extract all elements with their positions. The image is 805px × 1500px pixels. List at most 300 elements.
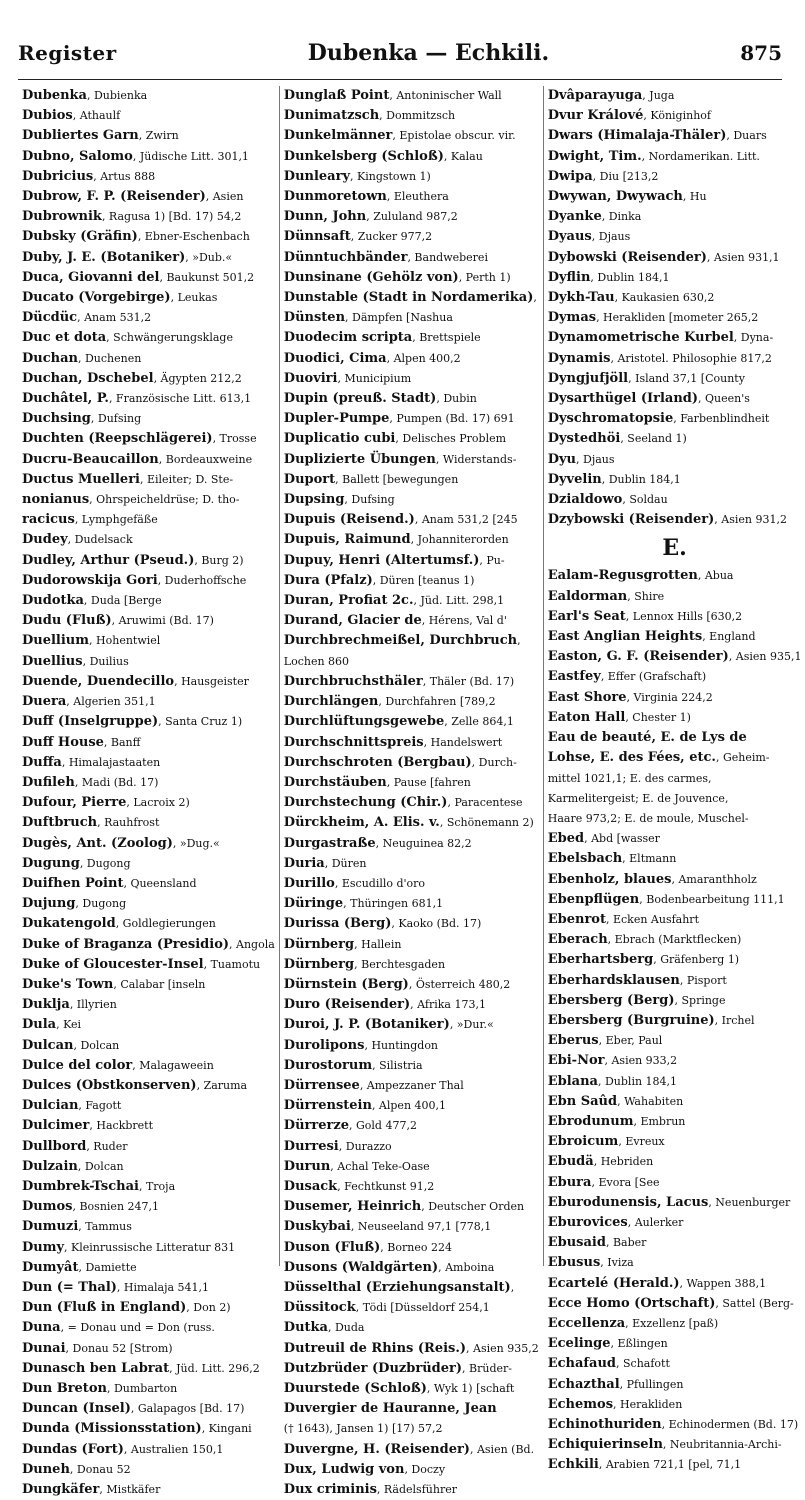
entry-headword: Dynamis [547, 350, 611, 366]
index-entry [548, 450, 802, 470]
entry-reference: , Lacroix 2) [126, 796, 190, 810]
entry-headword: Dürnberg [283, 956, 355, 972]
index-entry [548, 789, 802, 809]
index-entry [284, 1116, 539, 1136]
index-entry [284, 1217, 539, 1237]
index-entry [548, 1395, 802, 1415]
index-entry [22, 1419, 275, 1439]
index-entry [284, 1177, 539, 1197]
entry-reference: Lochen 860 [283, 654, 350, 668]
entry-headword: Dudey [22, 532, 68, 548]
index-entry [22, 106, 275, 126]
entry-reference: , Eßlingen [610, 1337, 668, 1351]
entry-headword: Dzybowski (Reisender) [547, 512, 715, 528]
index-entry [22, 692, 275, 712]
index-entry [284, 1419, 539, 1439]
index-entry [22, 793, 275, 813]
entry-headword: Duende, Duendecillo [22, 673, 175, 689]
entry-headword: Dyanke [547, 209, 602, 225]
entry-headword: Eau de beauté, E. de Lys de [547, 730, 747, 746]
entry-headword: Dundas (Fort) [22, 1441, 124, 1457]
index-entry [22, 611, 275, 631]
index-entry [22, 349, 275, 369]
entry-headword: Dulcan [22, 1037, 74, 1053]
entry-reference: , Delisches Problem [395, 432, 507, 446]
entry-headword: Dvâparayuga [547, 88, 643, 103]
entry-headword: Durchstäuben [283, 774, 387, 790]
entry-headword: Durchschnittspreis [283, 734, 424, 750]
index-entry [284, 328, 539, 348]
entry-headword: Duodecim scripta [283, 330, 413, 346]
entry-headword: Dubrow, F. P. (Reisender) [22, 189, 206, 205]
entry-headword: Ebroicum [547, 1134, 619, 1150]
entry-reference: , Neuenburger [708, 1195, 791, 1209]
entry-headword: Duodici, Cima [283, 350, 387, 366]
entry-headword: Durolipons [283, 1037, 365, 1053]
entry-reference: , Arabien 721,1 [pel, 71,1 [598, 1458, 742, 1472]
index-entry [548, 349, 802, 369]
index-entry [22, 1238, 275, 1258]
entry-reference: , Geheim- [715, 751, 770, 765]
entry-reference: , [510, 1280, 515, 1294]
index-entry [284, 955, 539, 975]
entry-headword: Durun [283, 1158, 331, 1174]
entry-headword: Duke of Braganza (Presidio) [22, 936, 230, 952]
entry-reference: , Hausgeister [174, 674, 249, 688]
entry-reference: , Paracentese [447, 796, 523, 810]
entry-reference: , Dugong [79, 856, 131, 870]
entry-headword: Duke of Gloucester-Insel [22, 956, 204, 972]
entry-headword: Duke's Town [22, 976, 114, 992]
index-entry [548, 389, 802, 409]
entry-reference: , Durch- [471, 755, 517, 769]
entry-headword: Duftbruch [22, 815, 98, 831]
entry-reference: , Springe [674, 993, 726, 1007]
entry-reference: , Zucker 977,2 [350, 230, 433, 244]
index-columns [18, 86, 802, 1498]
index-entry [22, 712, 275, 732]
entry-headword: Dyvelin [547, 471, 602, 487]
entry-reference: , Fechtkunst 91,2 [337, 1179, 435, 1193]
index-entry [548, 1274, 802, 1294]
index-entry [548, 1375, 802, 1395]
entry-reference: , Perth 1) [458, 270, 511, 284]
index-entry [284, 995, 539, 1015]
entry-reference: , Düren [teanus 1) [372, 573, 475, 587]
index-entry [548, 991, 802, 1011]
entry-reference: , Durazzo [338, 1139, 392, 1153]
index-entry [284, 1339, 539, 1359]
entry-headword: Duran, Profiat 2c. [283, 593, 414, 609]
entry-reference: , Bosnien 247,1 [72, 1200, 160, 1214]
index-entry [548, 769, 802, 789]
index-entry [548, 288, 802, 308]
entry-headword: Ealdorman [547, 588, 628, 604]
entry-reference: , Queensland [123, 876, 197, 890]
entry-reference: , Himalajastaaten [61, 755, 161, 769]
entry-reference: , Baber [605, 1236, 647, 1250]
entry-reference: , Sattel (Berg- [715, 1296, 794, 1310]
entry-reference: , Dubin [436, 392, 477, 406]
entry-headword: Dufileh [22, 774, 75, 790]
entry-reference: , Kalau [443, 149, 483, 163]
entry-headword: Ebura [547, 1174, 592, 1190]
index-entry [284, 530, 539, 550]
entry-headword: Duklja [22, 997, 70, 1013]
entry-reference: , Asien [205, 190, 244, 204]
entry-headword: Dyaus [547, 229, 592, 245]
entry-headword: Ebusaid [547, 1235, 606, 1251]
entry-reference: , Bordeauxweine [158, 452, 253, 466]
entry-reference: , Handelswert [423, 735, 503, 749]
index-entry [284, 248, 539, 268]
index-entry [548, 1253, 802, 1273]
entry-headword: Ebenpflügen [547, 891, 640, 907]
index-entry [22, 1036, 275, 1056]
entry-headword: Dücdüc [22, 310, 78, 326]
entry-reference: , Donau 52 [Strom) [65, 1341, 173, 1355]
entry-headword: Durillo [283, 875, 335, 891]
entry-reference: , Evora [See [591, 1175, 660, 1189]
entry-headword: Dubricius [22, 168, 94, 184]
entry-reference: , Algerien 351,1 [66, 695, 156, 709]
entry-reference: , Pfullingen [619, 1377, 684, 1391]
index-entry [284, 1137, 539, 1157]
index-entry [22, 1217, 275, 1237]
index-entry [22, 1339, 275, 1359]
entry-reference: , Johanniterorden [410, 533, 509, 547]
entry-reference: , Ragusa 1) [Bd. 17) 54,2 [101, 210, 242, 224]
entry-headword: Duplicatio cubi [283, 431, 396, 447]
entry-headword: Dürrerze [283, 1118, 349, 1134]
entry-reference: , Ecken Ausfahrt [605, 912, 699, 926]
entry-reference: , Rädelsführer [376, 1483, 457, 1497]
entry-headword: Dubenka [22, 88, 87, 103]
index-entry [284, 126, 539, 146]
index-column-3 [543, 86, 805, 1473]
index-entry [548, 1051, 802, 1071]
entry-reference: , Antoninischer Wall [389, 89, 502, 102]
entry-headword: Dyu [547, 451, 577, 467]
entry-reference: , Durchfahren [789,2 [378, 695, 496, 709]
index-entry [284, 1278, 539, 1298]
index-entry [284, 1197, 539, 1217]
index-entry [284, 429, 539, 449]
entry-headword: Eberach [547, 932, 608, 948]
index-entry [22, 1076, 275, 1096]
index-entry [284, 349, 539, 369]
entry-reference: , Anam 531,2 [77, 311, 152, 325]
entry-headword: Dux, Ludwig von [283, 1461, 405, 1477]
entry-reference: , Eileiter; D. Ste- [140, 472, 234, 486]
index-entry [548, 910, 802, 930]
index-entry [22, 1177, 275, 1197]
entry-headword: Dutka [283, 1320, 328, 1336]
entry-headword: Dunasch ben Labrat [22, 1360, 170, 1376]
entry-headword: Eberhardsklausen [547, 972, 680, 988]
entry-reference: , Eltmann [622, 852, 677, 866]
entry-headword: Düringe [283, 896, 344, 912]
entry-headword: Dymas [547, 310, 597, 326]
entry-reference: , Zwirn [138, 129, 179, 143]
index-entry [22, 248, 275, 268]
page-number: 875 [740, 41, 782, 65]
entry-reference: , Asien 931,1 [706, 250, 780, 264]
index-entry [284, 914, 539, 934]
entry-headword: Dykh-Tau [547, 290, 615, 306]
entry-headword: Durchlüftungsgewebe [283, 714, 445, 730]
index-entry [22, 1197, 275, 1217]
entry-headword: Ecce Homo (Ortschaft) [547, 1295, 716, 1311]
entry-reference: , Galapagos [Bd. 17) [130, 1402, 245, 1416]
index-entry [22, 369, 275, 389]
entry-headword: Duvergne, H. (Reisender) [283, 1441, 470, 1457]
entry-reference: , Iviza [600, 1256, 634, 1270]
entry-headword: Ebed [547, 831, 585, 847]
entry-headword: Eaton Hall [547, 709, 626, 725]
entry-headword: Duro (Reisender) [283, 997, 411, 1013]
entry-headword: Duson (Fluß) [283, 1239, 381, 1255]
index-entry [22, 328, 275, 348]
entry-reference: , Schwängerungsklage [106, 331, 233, 345]
entry-headword: Dunimatzsch [283, 108, 380, 124]
index-entry [548, 1213, 802, 1233]
entry-reference: , Hohentwiel [89, 634, 161, 648]
index-entry [284, 975, 539, 995]
entry-headword: Dupuis (Reisend.) [283, 512, 415, 528]
index-entry [284, 409, 539, 429]
entry-reference: , Österreich 480,2 [408, 977, 511, 991]
entry-headword: Dutzbrüder (Duzbrüder) [283, 1360, 463, 1376]
index-entry [22, 995, 275, 1015]
entry-reference: , Neubritannia-Archi- [662, 1438, 782, 1452]
index-entry [548, 1112, 802, 1132]
entry-reference: , Zululand 987,2 [366, 210, 458, 224]
entry-reference: , »Dub.« [185, 250, 233, 264]
entry-reference: , Soldau [622, 493, 668, 507]
entry-reference: , Himalaja 541,1 [116, 1280, 210, 1294]
entry-reference: , Doczy [404, 1462, 446, 1476]
entry-reference: , Gold 477,2 [349, 1119, 417, 1133]
entry-headword: Dun (Fluß in England) [22, 1300, 187, 1316]
index-entry [22, 551, 275, 571]
index-entry [284, 611, 539, 631]
index-entry [22, 429, 275, 449]
entry-reference: , Widerstands- [435, 452, 517, 466]
index-entry [22, 450, 275, 470]
entry-reference: , Anam 531,2 [245 [414, 513, 518, 527]
index-entry [548, 1233, 802, 1253]
index-entry [284, 854, 539, 874]
entry-reference: , Dämpfen [Nashua [345, 311, 453, 325]
entry-headword: Duchsing [22, 411, 91, 427]
entry-headword: Dubrownik [22, 209, 102, 225]
entry-reference: , Calabar [inseln [113, 977, 206, 991]
index-entry [284, 571, 539, 591]
index-entry [22, 1480, 275, 1500]
entry-reference: , Epistolae obscur. vir. [392, 129, 516, 143]
entry-headword: Dumos [22, 1199, 73, 1215]
entry-reference: , Eleuthera [386, 190, 449, 204]
index-entry [284, 308, 539, 328]
entry-reference: , Brüder- [462, 1361, 512, 1375]
entry-reference: , Schönemann 2) [439, 816, 534, 830]
index-entry [548, 1072, 802, 1092]
entry-headword: Duchan, Dschebel [22, 370, 154, 386]
index-entry [284, 147, 539, 167]
index-entry [548, 1031, 802, 1051]
entry-headword: Dunstable (Stadt in Nordamerika) [283, 290, 534, 306]
entry-headword: Duifhen Point [22, 875, 124, 891]
entry-reference: , Aruwimi (Bd. 17) [111, 614, 214, 628]
entry-headword: Dusons (Waldgärten) [283, 1259, 439, 1275]
running-head-range: Dubenka — Echkili. [307, 40, 550, 66]
index-entry [284, 1460, 539, 1480]
entry-reference: , Tuamotu [203, 957, 261, 971]
index-entry [548, 369, 802, 389]
index-entry [284, 207, 539, 227]
index-entry [22, 1056, 275, 1076]
index-entry [284, 793, 539, 813]
entry-reference: , Dublin 184,1 [601, 472, 681, 486]
entry-reference: , Aristotel. Philosophie 817,2 [610, 351, 772, 365]
entry-reference: , Ampezzaner Thal [359, 1078, 464, 1092]
entry-headword: Dulces (Obstkonserven) [22, 1077, 197, 1093]
entry-reference: , Eber, Paul [598, 1034, 663, 1048]
index-entry [22, 490, 275, 510]
entry-reference: , [533, 291, 537, 305]
entry-headword: Durand, Glacier de [283, 613, 422, 629]
entry-headword: Dusemer, Heinrich [283, 1199, 422, 1215]
entry-headword: Dunkelmänner [283, 128, 393, 144]
entry-reference: , Aulerker [627, 1215, 684, 1229]
entry-reference: , Madi (Bd. 17) [74, 775, 159, 789]
entry-reference: , Neuguinea 82,2 [375, 836, 472, 850]
index-entry [22, 1379, 275, 1399]
entry-headword: Eberhartsberg [547, 952, 654, 968]
entry-reference: , Leukas [170, 291, 218, 305]
index-entry [22, 914, 275, 934]
entry-reference: , Jüd. Litt. 296,2 [169, 1361, 260, 1375]
entry-headword: Dun Breton [22, 1381, 107, 1396]
entry-headword: Ecartelé (Herald.) [547, 1275, 680, 1291]
index-entry [284, 470, 539, 490]
entry-headword: Eberus [547, 1033, 599, 1049]
index-entry [548, 1132, 802, 1152]
entry-reference: , Goldlegierungen [115, 917, 216, 931]
entry-headword: Dusack [283, 1178, 338, 1194]
entry-headword: Dunsinane (Gehölz von) [283, 269, 459, 285]
index-entry [548, 607, 802, 627]
entry-headword: Dunda (Missionsstation) [22, 1421, 202, 1437]
index-entry [548, 328, 802, 348]
index-entry [22, 894, 275, 914]
entry-reference: , Alpen 400,1 [371, 1099, 447, 1113]
entry-headword: Ebrodunum [547, 1113, 634, 1129]
entry-reference: , Pu- [479, 553, 505, 567]
index-entry [548, 1354, 802, 1374]
entry-headword: Ebersberg (Burgruine) [547, 1012, 715, 1028]
index-entry [22, 733, 275, 753]
index-entry [548, 870, 802, 890]
index-entry [548, 510, 802, 530]
index-entry [284, 813, 539, 833]
entry-reference: , Neuseeland 97,1 [778,1 [350, 1220, 492, 1234]
entry-reference: , Angola [229, 937, 275, 951]
entry-reference: , Exzellenz [paß) [625, 1316, 719, 1330]
entry-headword: Dudu (Fluß) [22, 613, 112, 629]
entry-reference: , Gräfenberg 1) [653, 953, 740, 967]
entry-reference: , Nordamerikan. Litt. [641, 149, 760, 163]
entry-reference: , Troja [138, 1179, 176, 1193]
entry-headword: Echafaud [547, 1356, 616, 1372]
entry-reference: , Asien (Bd. [469, 1442, 535, 1456]
entry-headword: Eburovices [547, 1214, 628, 1230]
index-entry [284, 874, 539, 894]
entry-headword: Dysarthügel (Irland) [547, 391, 699, 407]
entry-reference: , Abd [wasser [584, 832, 660, 846]
entry-headword: Durchstechung (Chir.) [283, 795, 448, 811]
entry-headword: Ealam-Regusgrotten [547, 568, 698, 584]
entry-reference: Haare 973,2; E. de moule, Muschel- [547, 811, 749, 825]
entry-headword: Durresi [283, 1138, 339, 1154]
entry-reference: , Queen's [698, 392, 750, 406]
entry-reference: , Hu [682, 190, 707, 204]
entry-headword: Düssitock [283, 1300, 356, 1316]
entry-reference: , Achal Teke-Oase [330, 1159, 430, 1173]
entry-headword: Duroi, J. P. (Botaniker) [283, 1017, 450, 1033]
entry-reference: , Illyrien [69, 998, 117, 1012]
entry-reference: , Wahabiten [617, 1094, 684, 1108]
index-entry [22, 935, 275, 955]
entry-reference: , Wappen 388,1 [679, 1276, 767, 1290]
index-entry [548, 890, 802, 910]
entry-headword: Eccellenza [547, 1315, 626, 1331]
header-rule [18, 79, 782, 80]
index-entry [548, 566, 802, 586]
index-entry [284, 1096, 539, 1116]
entry-reference: , Huntingdon [364, 1038, 439, 1052]
entry-headword: Duskybai [283, 1219, 351, 1235]
index-entry [548, 1173, 802, 1193]
index-entry [284, 1480, 539, 1500]
index-entry [548, 1334, 802, 1354]
index-entry [284, 834, 539, 854]
index-entry [548, 1193, 802, 1213]
index-entry [22, 571, 275, 591]
index-entry [548, 470, 802, 490]
entry-reference: , Düren [324, 856, 367, 870]
running-head-register: Register [18, 41, 117, 65]
entry-headword: Duna [22, 1320, 61, 1336]
index-entry [22, 308, 275, 328]
entry-reference: , Trosse [212, 432, 257, 446]
entry-reference: , Lennox Hills [630,2 [625, 609, 743, 623]
entry-headword: Dubsky (Gräfin) [22, 229, 138, 245]
index-entry [22, 1359, 275, 1379]
entry-headword: Earl's Seat [547, 608, 626, 624]
entry-reference: , Pisport [679, 973, 727, 987]
entry-headword: Eastfey [547, 669, 601, 685]
entry-headword: Dunai [22, 1340, 66, 1356]
entry-reference: , Bodenbearbeitung 111,1 [639, 892, 785, 906]
entry-headword: Dwight, Tim. [547, 148, 642, 164]
entry-reference: , Dinka [601, 210, 642, 224]
entry-headword: Dura (Pfalz) [283, 572, 373, 588]
entry-reference: , Australien 150,1 [123, 1442, 224, 1456]
entry-reference: , Dufsing [344, 493, 395, 507]
entry-headword: Ebersberg (Berg) [547, 992, 675, 1008]
